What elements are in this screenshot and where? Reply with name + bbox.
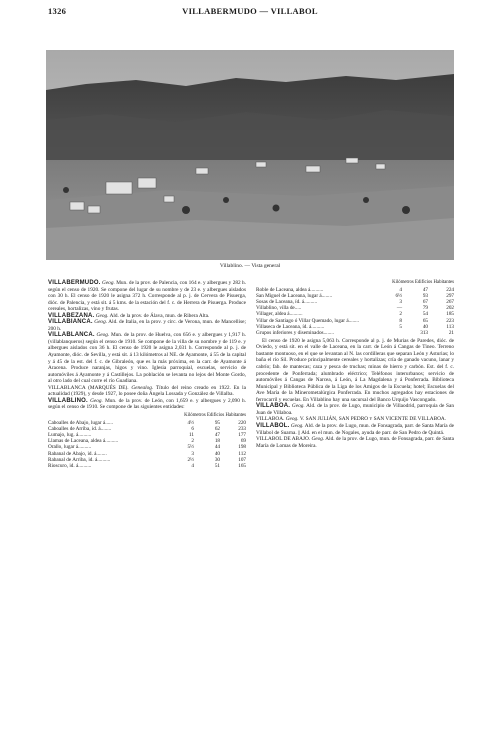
table-cell-ed: 313	[420, 329, 428, 336]
table-cell-hab: 223	[446, 317, 454, 324]
table-col-header: Kilómetros Edificios Habitantes	[184, 412, 246, 418]
table-cell-name: Villager, aldea á..........	[256, 311, 303, 318]
table-cell-name: Villablino, villa de.....	[256, 305, 302, 312]
right-column	[256, 280, 454, 449]
entry-tag: Geog.	[96, 332, 110, 339]
table-cell-name: Villar de Santiago ó Villar Quemado, lugar á........	[256, 317, 360, 324]
table-cell-hab: 297	[446, 293, 454, 300]
entry-villabermudo	[48, 280, 246, 313]
entry-villablanca	[48, 332, 246, 384]
table-cell-ed: 40	[214, 450, 220, 457]
table-cell-ed: 47	[214, 432, 220, 439]
entry-tag: Geog.	[94, 319, 108, 326]
table-row	[256, 318, 454, 324]
village-landscape-image	[46, 50, 454, 260]
table-cell-km: 4½	[187, 420, 194, 427]
entry-tag: Geog.	[102, 280, 115, 286]
table-cell-ed: 93	[422, 293, 428, 300]
page-number: 1326	[48, 6, 67, 16]
table-cell-name: Grupos inferiores y diseminados........	[256, 329, 334, 336]
entry-tag: Geog.	[95, 312, 109, 319]
table-cell-ed: 47	[422, 287, 428, 294]
entry-villabol	[256, 423, 454, 436]
table-cell-name: Rabanal de Abajo, id. á........	[48, 450, 107, 457]
entry-head: VILLABEZANA.	[48, 312, 95, 319]
table-cell-hab: 177	[238, 432, 246, 439]
table-cell-km: 2	[399, 311, 402, 318]
entry-text: Título del reino creado en 1922. En la actualidad (1929), y desde 1927, lo posee doña Ángela Lossada y González de Villalba.	[48, 384, 246, 398]
table-cell-ed: 40	[422, 323, 428, 330]
table-cell-name: Caboalles de Arriba, id. á........	[48, 426, 112, 433]
table-cell-hab: 69	[240, 438, 246, 445]
entry-text: Ald. de la prov. de Lugo, mun. de Fonsagrada, parr. de Santa María de Lomas de Moreira.	[256, 436, 454, 449]
entry-villabol-de-abajo	[256, 436, 454, 449]
entry-head: VILLABOA.	[256, 403, 291, 410]
entry-text: Ald. de Italia, en la prov. y circ. de Verona, mun. de Mancellise; 200 h.	[48, 319, 246, 332]
table-cell-hab: 185	[446, 311, 454, 318]
table-cell-km: 8	[399, 317, 402, 324]
entry-head: VILLABLINO.	[48, 397, 88, 404]
entry-head: VILLABIANCA.	[48, 319, 93, 326]
table-cell-ed: 54	[422, 311, 428, 318]
entry-head: VILLABOL DE ABAJO.	[256, 436, 311, 443]
table-cell-km: 4	[399, 287, 402, 294]
photo-caption: Villablino. — Vista general	[219, 263, 281, 269]
table-cell-km: 2½	[187, 456, 194, 463]
entry-villablino-continued: El censo de 1920 le asigna 5,063 h. Corresponde al p. j. de Murias de Paredes, dióc. de Oviedo, y está sit. en el valle de Laceana, en la carr. de León á Cangas de Tineo. Terreno bastante montuoso, en el que se levantan al N. las cordilleras que separan León y Asturias; lo baña el río Sil. Produce principalmente cereales y hortalizas; cría de ganado vacuno, lanar y cabrío; fab. de mantecas; caza y pesca de truchas; minas de hierro y carbón. Est. del f. c. procedente de Ponferrada; alumbrado eléctrico; Teléfonos interurbanos; servicio de automóviles á Cangas de Narcea, á León, á La Magdalena y á Ponferrada. Biblioteca Municipal y Biblioteca Pública de la Liga de los Amigos de la Escuela; hotel; Escuelas del Ave María de la Minerometalúrgica Ponferrada. En muchos agregados hay estaciones de ferrocarril y escuelas. En Villablino hay una sucursal del Banco Urquijo Vascongado.	[256, 337, 454, 403]
table-cell-name: Lumajo, lug. á..........	[48, 432, 92, 439]
table-cell-hab: 224	[446, 287, 454, 294]
landscape-photo	[46, 50, 454, 260]
table-row	[48, 463, 246, 469]
entry-text: Ald. de la prov. de Lugo, mun. de Fonsagrada, parr. de Santa María de Villabol de Suarna. || Ald. en el mun. de Nogales, ayuda de parr. de San Pedro de Quintá.	[256, 422, 454, 436]
entry-tag: Geog.	[90, 397, 103, 404]
table-cell-name: San Miguel de Laceana, lugar á........	[256, 293, 333, 300]
table-cell-name: Rioscuro, id. á..........	[48, 462, 92, 469]
table-cell-name: Rabanal de Arriba, id. á..........	[48, 456, 111, 463]
table-cell-km: 3	[399, 299, 402, 306]
entry-tag: Genealog.	[131, 384, 154, 391]
entry-head: VILLABLANCA.	[48, 332, 95, 339]
entry-text: Ald. de la prov. de Lugo, municipio de Villaodrid, parroquia de San Juan de Villaboa.	[256, 403, 454, 416]
entry-text: Ald. de la prov. de Álava, mun. de Ribera Alta.	[109, 312, 210, 319]
table-cell-km: 3	[191, 450, 194, 457]
entry-head: VILLABLANCA (MARQUÉS DE).	[48, 384, 129, 391]
table-cell-ed: 65	[422, 317, 428, 324]
villablino-entities-table	[48, 413, 246, 469]
table-cell-km: 6½	[395, 293, 402, 300]
table-cell-hab: 107	[238, 456, 246, 463]
entry-tag: Geog.	[311, 436, 325, 443]
table-cell-hab: 165	[238, 462, 246, 469]
table-cell-hab: 233	[238, 426, 246, 433]
entry-head: VILLABERMUDO.	[48, 280, 101, 286]
table-cell-ed: 51	[214, 462, 220, 469]
table-cell-hab: 113	[446, 323, 454, 330]
table-cell-ed: 95	[214, 420, 220, 427]
header-title: VILLABERMUDO — VILLABOL	[182, 6, 318, 16]
running-header	[48, 6, 452, 18]
table-cell-ed: 62	[214, 426, 220, 433]
villablino-entities-table-cont	[256, 280, 454, 336]
entry-text: Mun. de la prov. de León, con 1,659 e. y albergues y 2,090 h. según el censo de 1910. Se compone de las siguientes entidades:	[48, 397, 247, 411]
table-cell-km: —	[396, 305, 402, 312]
table-cell-ed: 44	[214, 444, 220, 451]
entry-villaboa	[256, 403, 454, 416]
left-column	[48, 280, 246, 469]
table-cell-hab: 198	[238, 444, 246, 451]
table-cell-name: Villaseca de Laceana, íd. á..........	[256, 323, 325, 330]
entry-villabianca	[48, 319, 246, 332]
table-cell-km: 5	[399, 323, 402, 330]
table-cell-ed: 67	[422, 299, 428, 306]
entry-tag: Geog.	[290, 422, 304, 429]
entry-text: V. SAN JULIÁN, SAN PEDRO y SAN VICENTE DE VILLABOA.	[299, 416, 447, 423]
entry-text: Mun. de la prov. de Huelva, con 656 e. y albergues y 1,917 h. (villablanqueros) según el censo de 1910. Se compone de la villa de su nombre y de 119 e. y albergues aislados con 36 h. El censo de 1920 le asigna 2,031 h. Corresponde al p. j. de Ayamonte, dióc. de Sevilla, y está sit. á 13 kilómetros al NE. de Ayamonte, á 55 de la capital y á 45 de la est. del f. c. de Gibraleón, que es la más próxima, en la carr. de Ayamonte á Aracena. Produce naranjas, higos y vino. Iglesia parroquial, escuelas, servicio de automóviles á Ayamonte y á Castillejos. La población se levanta no lejos del Monte Gordo, al otro lado del cual corre el río Guadiana.	[48, 332, 247, 385]
table-cell-km: 11	[189, 432, 194, 439]
table-cell-ed: 18	[214, 438, 220, 445]
table-cell-name: Roble de Laceana, aldea á..........	[256, 287, 324, 294]
entry-villablanca-marques	[48, 385, 246, 398]
table-cell-km: 5½	[187, 444, 194, 451]
table-cell-hab: 267	[446, 299, 454, 306]
table-cell-km: 2	[191, 438, 194, 445]
table-cell-hab: 202	[446, 305, 454, 312]
entry-head: VILLABOA.	[256, 416, 285, 423]
entry-text: Mun. de la prov. de Palencia, con 164 e. y albergues y 282 h. según el censo de 1920. Se compone del lugar de su nombre y de 23 e. y albergues aislados con 30 h. El censo de 1920 le asigna 372 h. Corresponde al p. j. de Cervera de Pisuerga, dióc. de Palencia, y está sit. á 5 kms. de la estación del f. c. de Herrera de Pisuerga. Produce cereales, hortalizas, vino y frutas.	[48, 280, 246, 313]
entry-tag: Geog.	[285, 416, 299, 423]
table-cell-hab: 112	[238, 450, 246, 457]
table-col-header: Kilómetros Edificios Habitantes	[392, 280, 454, 285]
table-cell-km: 4	[191, 462, 194, 469]
table-cell-name: Sosas de Laceana, íd. á..........	[256, 299, 318, 306]
table-cell-name: Caboalles de Abajo, lugar á......	[48, 420, 113, 427]
entry-villablino	[48, 398, 246, 411]
table-cell-km: 6	[191, 426, 194, 433]
table-cell-name: Llamas de Laceana, aldea á..........	[48, 438, 119, 445]
table-cell-ed: 79	[422, 305, 428, 312]
entry-head: VILLABOL.	[256, 422, 290, 429]
entry-tag: Geog.	[291, 403, 305, 410]
table-cell-ed: 30	[214, 456, 220, 463]
table-cell-name: Orallo, lugar á..........	[48, 444, 92, 451]
table-cell-hab: 21	[448, 329, 454, 336]
table-cell-hab: 220	[238, 420, 246, 427]
